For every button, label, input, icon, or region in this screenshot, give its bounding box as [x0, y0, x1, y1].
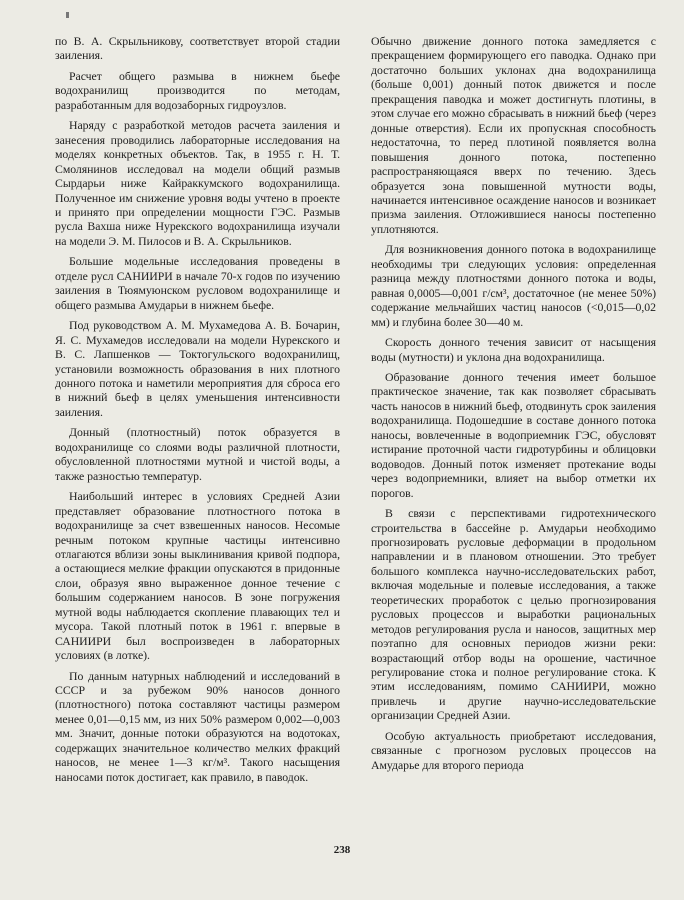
paragraph: Обычно движение донного потока замедляется с прекращением формирующего его паводка. Однако при достаточно больших уклонах дна водохранилища (больше 0,001) донный поток движется и после прекращения паводка и может достигнуть плотины, в этом случае его можно сбрасывать в нижний бьеф (через донные отверстия). Если их пропускная способность недостаточна, то перед плотиной появляется волна повышения донного потока, постепенно распространяющаяся вверх по течению. Здесь образуется зона повышенной мутности воды, начинается интенсивное осаждение наносов и возникает призма заиления. Отложившиеся наносы постепенно уплотняются.: [371, 34, 656, 236]
paragraph: Наибольший интерес в условиях Средней Азии представляет образование плотностного потока в водохранилище за счет взвешенных наносов. Несомые речным потоком крупные частицы интенсивно отлагаются вблизи зоны выклинивания кривой подпора, а остающиеся мелкие фракции опускаются в придонные слои, образуя явно выраженное донное течение с большим содержанием наносов. В зоне погружения мутной воды наблюдается скопление плавающих тел и мусора. Такой плотный поток в 1961 г. впервые в САНИИРИ был воспроизведен в лабораторных условиях (в лотке).: [55, 489, 340, 663]
paragraph: Большие модельные исследования проведены в отделе русл САНИИРИ в начале 70-х годов по изучению заиления в Тюямуюнском русловом водохранилище и общего размыва Амударьи в нижнем бьефе.: [55, 254, 340, 312]
left-column: [55, 34, 340, 790]
paragraph: Расчет общего размыва в нижнем бьефе водохранилищ производится по методам, разработанным для водозаборных гидроузлов.: [55, 68, 340, 112]
paragraph: По данным натурных наблюдений и исследований в СССР и за рубежом 90% наносов донного (плотностного) потока составляют частицы размером менее 0,01—0,15 мм, из них 50% размером 0,002—0,003 мм. Значит, донные потоки образуются на водотоках, содержащих значительное количество мелких фракций наносов, не менее 1—3 кг/м³. Такого насыщения наносами поток достигает, как правило, в паводок.: [55, 668, 340, 784]
paragraph: Скорость донного течения зависит от насыщения воды (мутности) и уклона дна водохранилища.: [371, 335, 656, 364]
paragraph: Под руководством А. М. Мухамедова А. В. Бочарин, Я. С. Мухамедов исследовали на модели Нурекского и В. С. Лапшенков — Токтогульского водохранилищ, установили возможность образования в них плотного донного потока и наметили мероприятия для сброса его в нижний бьеф в целях уменьшения интенсивности заиления.: [55, 318, 340, 419]
page-number: 238: [333, 844, 351, 856]
paragraph: Для возникновения донного потока в водохранилище необходимы три следующих условия: определенная разница между плотностями донного потока и воды, равная 0,0005—0,001 г/см³, достаточное (не менее 50%) содержание мельчайших частиц наносов (<0,015—0,02 мм) и глубина более 30—40 м.: [371, 242, 656, 329]
paragraph: В связи с перспективами гидротехнического строительства в бассейне р. Амударьи необходимо прогнозировать русловые деформации в продольном направлении и в плановом отношении. Это требует большого комплекса научно-исследовательских работ, включая модельные и полевые исследования, а также теоретических проработок с целью прогнозирования русловых процессов и выработки рациональных методов регулирования русла и наносов, защитных мер поэтапно для основных периодов жизни реки: возрастающий отбор воды на орошение, частичное регулирование стока и полное регулирование стока. К этим исследованиям, помимо САНИИРИ, можно привлечь и другие научно-исследовательские организации Средней Азии.: [371, 506, 656, 723]
paragraph: по В. А. Скрыльникову, соответствует второй стадии заиления.: [55, 34, 340, 63]
paragraph: Наряду с разработкой методов расчета заиления и занесения проводились лабораторные исследования на моделях конкретных объектов. Так, в 1955 г. Н. Т. Смолянинов исследовал на модели общий размыв Сырдарьи ниже Кайраккумского водохранилища. Полученное им снижение уровня воды учтено в проекте и принято при определении мощности ГЭС. Размыв русла Вахша ниже Нурекского водохранилища изучали на модели Э. М. Пилосов и В. А. Скрыльников.: [55, 118, 340, 248]
paragraph: Особую актуальность приобретают исследования, связанные с прогнозом русловых процессов на Амударье для второго периода: [371, 728, 656, 772]
right-column: [371, 34, 656, 778]
paragraph: Образование донного течения имеет большое практическое значение, так как позволяет сбрасывать часть наносов в нижний бьеф, отодвинуть срок заиления водохранилища. Подошедшие в составе донного потока наносы, вовлеченные в водоприемник ГЭС, обусловят истирание проточной части гидротурбины и облицовки водоводов. Донный поток изменяет протекание воды через водоприемники, влияет на выбор отметки их порогов.: [371, 369, 656, 500]
print-mark: [66, 12, 69, 18]
paragraph: Донный (плотностный) поток образуется в водохранилище со слоями воды различной плотности, обусловленной плотностями мутной и чистой воды, а также разностью температур.: [55, 425, 340, 483]
